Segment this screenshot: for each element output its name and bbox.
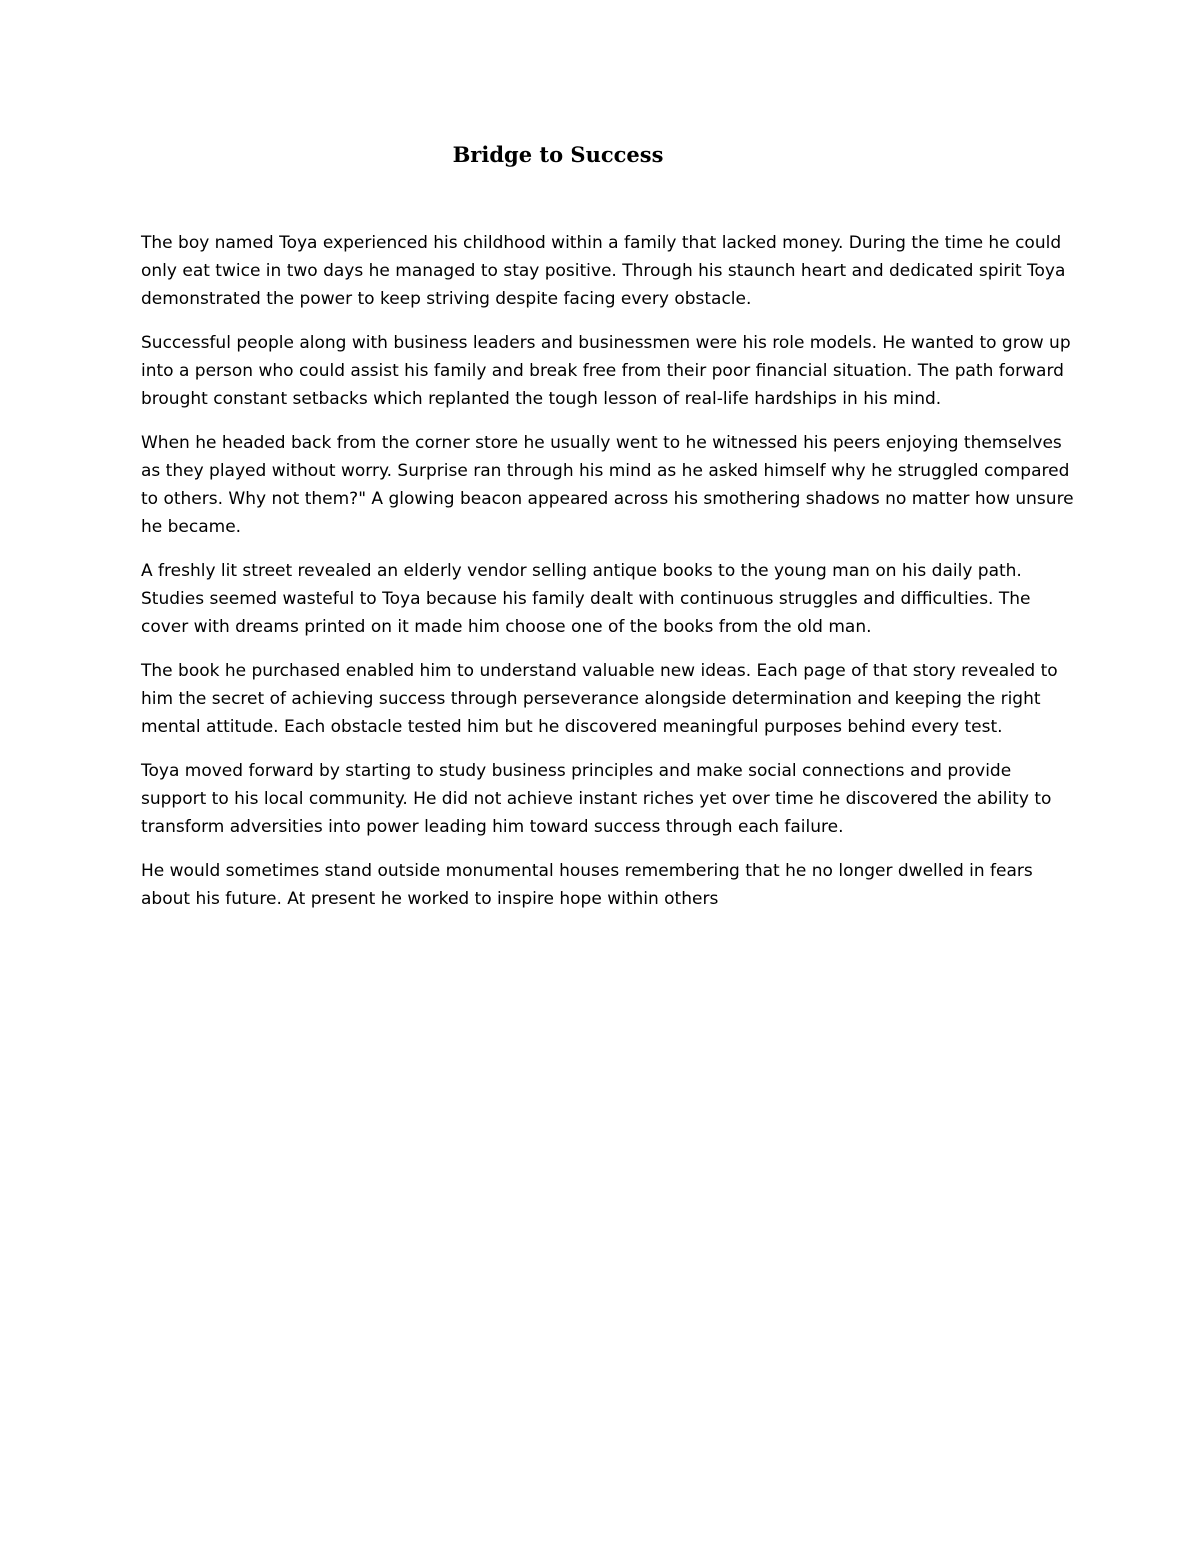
paragraph-1: The boy named Toya experienced his childhood within a family that lacked money. During the time he could only eat twice in two days he managed to stay positive. Through his staunch heart and dedicated spirit Toya demonstrated the power to keep striving despite facing every obstacle. — [141, 233, 1066, 309]
paragraph-3: When he headed back from the corner store he usually went to he witnessed his peers enjoying themselves as they played without worry. Surprise ran through his mind as he asked himself why he struggled compared to others. Why not them?" A glowing beacon appeared across his smothering shadows no matter how unsure he became. — [141, 433, 1074, 537]
paragraph-2: Successful people along with business leaders and businessmen were his role models. He wanted to grow up into a person who could assist his family and break free from their poor financial situation. The path forward brought constant setbacks which replanted the tough lesson of real-life hardships in his mind. — [141, 333, 1071, 409]
paragraph-6: Toya moved forward by starting to study business principles and make social connections and provide support to his local community. He did not achieve instant riches yet over time he discovered the ability to transform adversities into power leading him toward success through each failure. — [141, 761, 1052, 837]
paragraph-4: A freshly lit street revealed an elderly vendor selling antique books to the young man on his daily path. Studies seemed wasteful to Toya because his family dealt with continuous struggles and difficulties. The cover with dreams printed on it made him choose one of the books from the old man. — [141, 561, 1031, 637]
document-body — [141, 229, 1076, 929]
paragraph-7: He would sometimes stand outside monumental houses remembering that he no longer dwelled in fears about his future. At present he worked to inspire hope within others — [141, 861, 1033, 909]
paragraph-5: The book he purchased enabled him to understand valuable new ideas. Each page of that story revealed to him the secret of achieving success through perseverance alongside determination and keeping the right mental attitude. Each obstacle tested him but he discovered meaningful purposes behind every test. — [141, 661, 1058, 737]
document-title: Bridge to Success — [452, 142, 664, 167]
